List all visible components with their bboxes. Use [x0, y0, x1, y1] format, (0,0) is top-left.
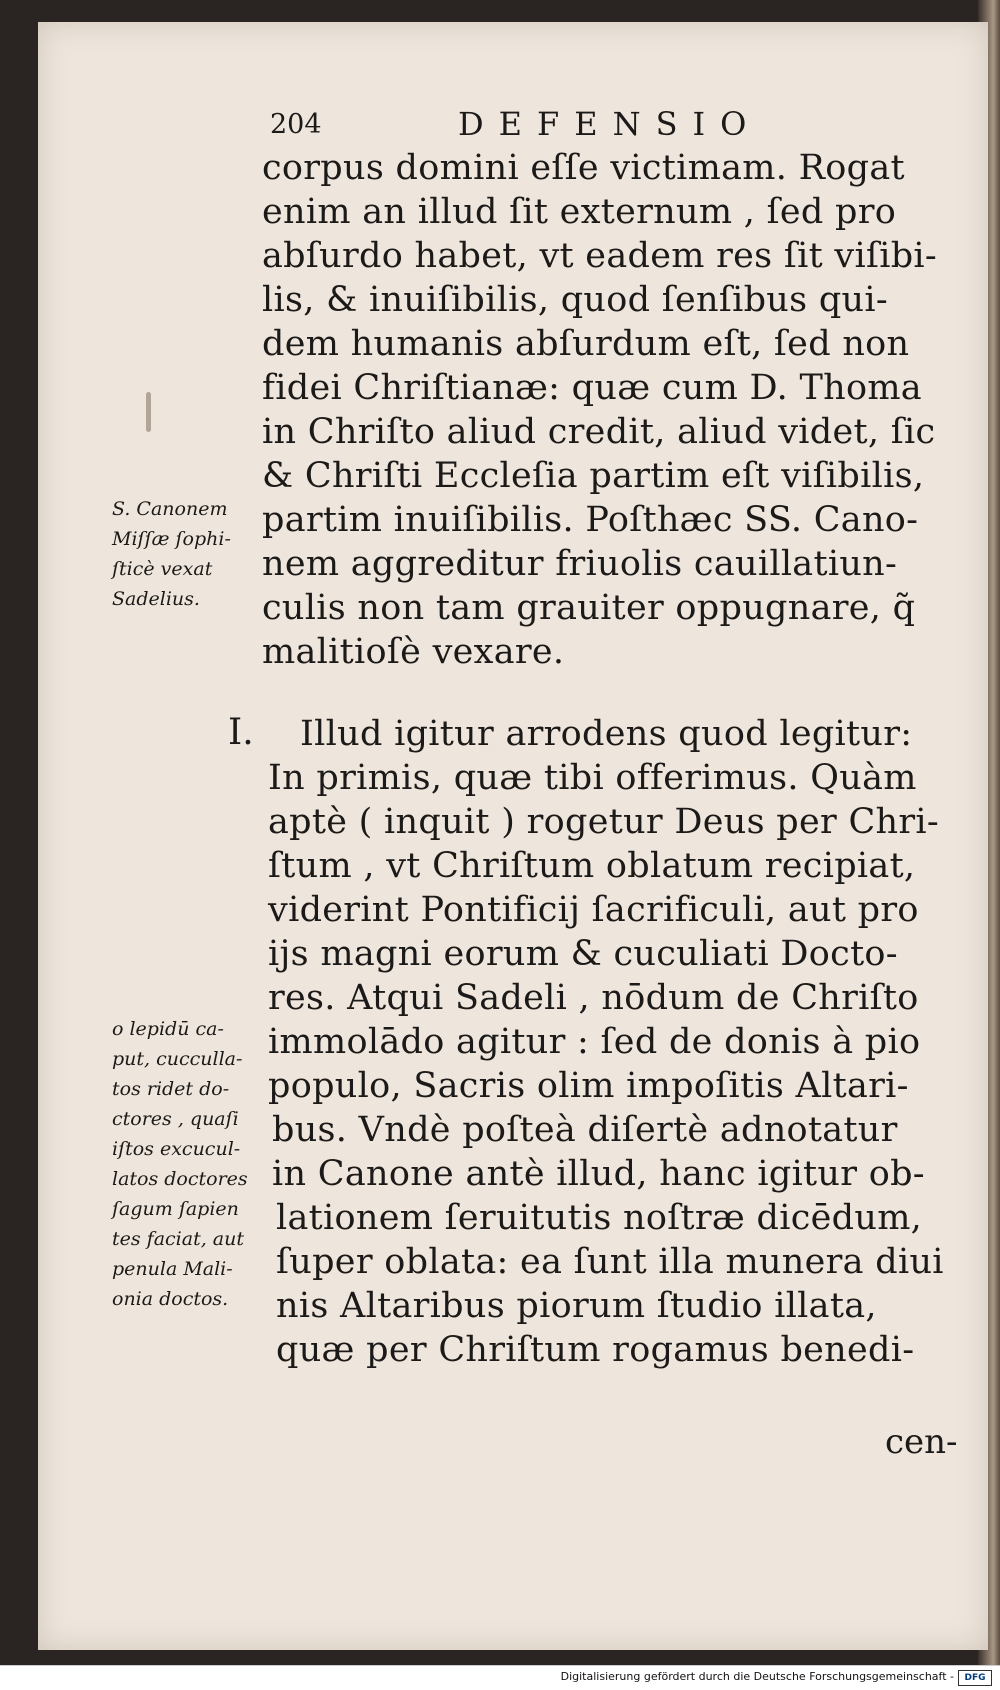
text-line: In primis, quæ tibi offerimus. Quàm: [268, 758, 917, 798]
running-head: [270, 105, 790, 145]
dfg-logo: DFG: [958, 1670, 992, 1686]
text-line: & Chriſti Eccleſia partim eſt viſibilis,: [262, 456, 925, 496]
marginal-note-line: o lepidū ca-: [112, 1018, 224, 1040]
text-line: res. Atqui Sadeli , nōdum de Chriſto: [268, 978, 919, 1018]
marginal-note-line: penula Mali-: [112, 1258, 233, 1280]
marginal-note-line: iſtos excucul-: [112, 1138, 241, 1160]
text-line: in Chriſto aliud credit, aliud videt, ſic: [262, 412, 936, 452]
marginal-note-line: onia doctos.: [112, 1288, 229, 1310]
marginal-note-line: tes faciat, aut: [112, 1228, 244, 1250]
text-line: immolādo agitur : ſed de donis à pio: [268, 1022, 921, 1062]
marginal-note-line: Sadelius.: [112, 588, 200, 610]
text-line: lis, & inuiſibilis, quod ſenſibus qui-: [262, 280, 889, 320]
text-line: partim inuiſibilis. Poſthæc SS. Cano-: [262, 500, 919, 540]
text-line: culis non tam grauiter oppugnare, q̃: [262, 588, 916, 628]
marginal-note-line: ctores , quaſi: [112, 1108, 239, 1130]
page-stain: [146, 392, 151, 432]
text-line: enim an illud ſit externum , ſed pro: [262, 192, 897, 232]
text-line: nem aggreditur friuolis cauillatiun-: [262, 544, 898, 584]
marginal-note-line: ſagum ſapien: [112, 1198, 239, 1220]
footer-credit: Digitalisierung gefördert durch die Deutsche Forschungsgemeinschaft -: [560, 1670, 954, 1683]
catchword: cen-: [885, 1422, 958, 1462]
marginal-note-line: S. Canonem: [112, 498, 228, 520]
text-line: populo, Sacris olim impoſitis Altari-: [268, 1066, 909, 1106]
marginal-note-line: tos ridet do-: [112, 1078, 230, 1100]
marginal-note-line: put, cucculla-: [112, 1048, 243, 1070]
marginal-note-line: ſticè vexat: [112, 558, 213, 580]
text-line: in Canone antè illud, hanc igitur ob-: [272, 1154, 925, 1194]
text-line: viderint Pontificij ſacrificuli, aut pro: [268, 890, 919, 930]
marginal-note: [112, 1014, 260, 1314]
marginal-note-line: Miſſæ ſophi-: [112, 528, 231, 550]
marginal-note-line: latos doctores: [112, 1168, 248, 1190]
text-line: ſuper oblata: ea ſunt illa munera diui: [276, 1242, 944, 1282]
paragraph-numeral: I.: [228, 712, 254, 753]
text-line: dem humanis abſurdum eſt, ſed non: [262, 324, 910, 364]
text-line: malitioſè vexare.: [262, 632, 565, 672]
running-head-title: DEFENSIO: [458, 105, 762, 143]
text-line: quæ per Chriſtum rogamus benedi-: [276, 1330, 915, 1370]
page-number: 204: [270, 109, 322, 140]
text-line: fidei Chriſtianæ: quæ cum D. Thoma: [262, 368, 922, 408]
text-line: bus. Vndè poſteà diſertè adnotatur: [272, 1110, 898, 1150]
text-line: ſtum , vt Chriſtum oblatum recipiat,: [268, 846, 916, 886]
text-line: abſurdo habet, vt eadem res ſit viſibi-: [262, 236, 938, 276]
text-line: Illud igitur arrodens quod legitur:: [300, 714, 913, 754]
text-line: nis Altaribus piorum ſtudio illata,: [276, 1286, 877, 1326]
footer-bar: [0, 1665, 1000, 1690]
text-line: ijs magni eorum & cuculiati Docto-: [268, 934, 898, 974]
text-line: lationem ſeruitutis noſtræ dicēdum,: [276, 1198, 923, 1238]
text-line: corpus domini eſſe victimam. Rogat: [262, 148, 905, 188]
text-line: aptè ( inquit ) rogetur Deus per Chri-: [268, 802, 940, 842]
marginal-note: [112, 494, 260, 614]
